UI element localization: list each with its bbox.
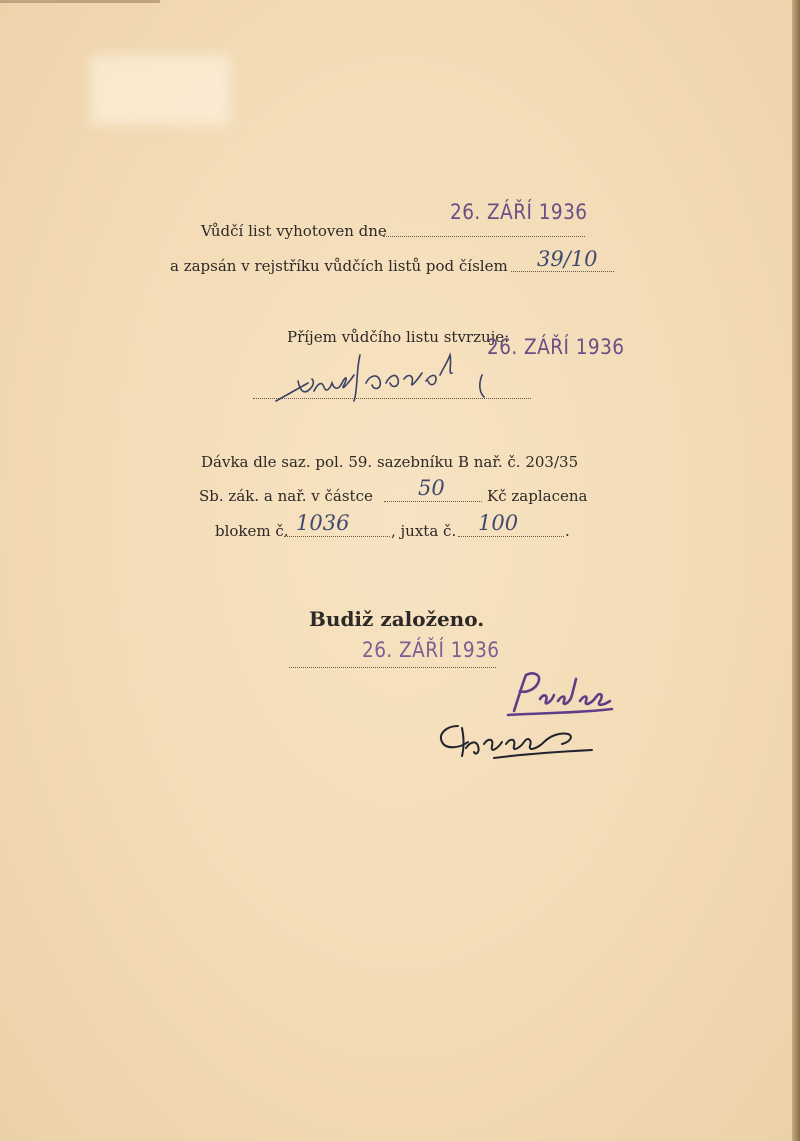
receipt-label: Příjem vůdčího listu stvrzuje: — [287, 328, 510, 346]
receipt-signature — [270, 345, 500, 407]
register-label: a zapsán v rejstříku vůdčích listů pod číslem — [170, 257, 508, 275]
fee-line-2-start: Sb. zák. a nař. v částce — [199, 487, 373, 505]
fee-line-1: Dávka dle saz. pol. 59. sazebníku B nař. č. 203/35 — [201, 453, 579, 471]
paper-edge — [792, 0, 800, 1141]
paper-edge-top — [0, 0, 160, 3]
final-signature — [434, 712, 604, 772]
closing-heading: Budiž založeno. — [309, 607, 485, 631]
date-stamp-closing: 26. ZÁŘÍ 1936 — [362, 638, 500, 662]
block-number: 1036 — [296, 511, 350, 535]
juxta-label: , juxta č. — [391, 522, 457, 540]
line-end-period: . — [565, 522, 570, 540]
paper-stain — [90, 55, 230, 125]
dotted-line — [511, 271, 614, 272]
issued-label: Vůdčí list vyhotoven dne — [201, 222, 387, 240]
fee-amount: 50 — [418, 476, 445, 500]
fee-line-2-end: Kč zaplacena — [487, 487, 588, 505]
dotted-line — [289, 667, 496, 668]
register-number: 39/10 — [537, 247, 598, 271]
block-label: blokem č. — [215, 522, 289, 540]
date-stamp-issued: 26. ZÁŘÍ 1936 — [450, 200, 588, 224]
juxta-number: 100 — [478, 511, 519, 535]
dotted-line — [383, 236, 585, 237]
dotted-line — [284, 536, 390, 537]
dotted-line — [384, 501, 482, 502]
date-stamp-receipt: 26. ZÁŘÍ 1936 — [487, 335, 625, 359]
dotted-line — [458, 536, 564, 537]
